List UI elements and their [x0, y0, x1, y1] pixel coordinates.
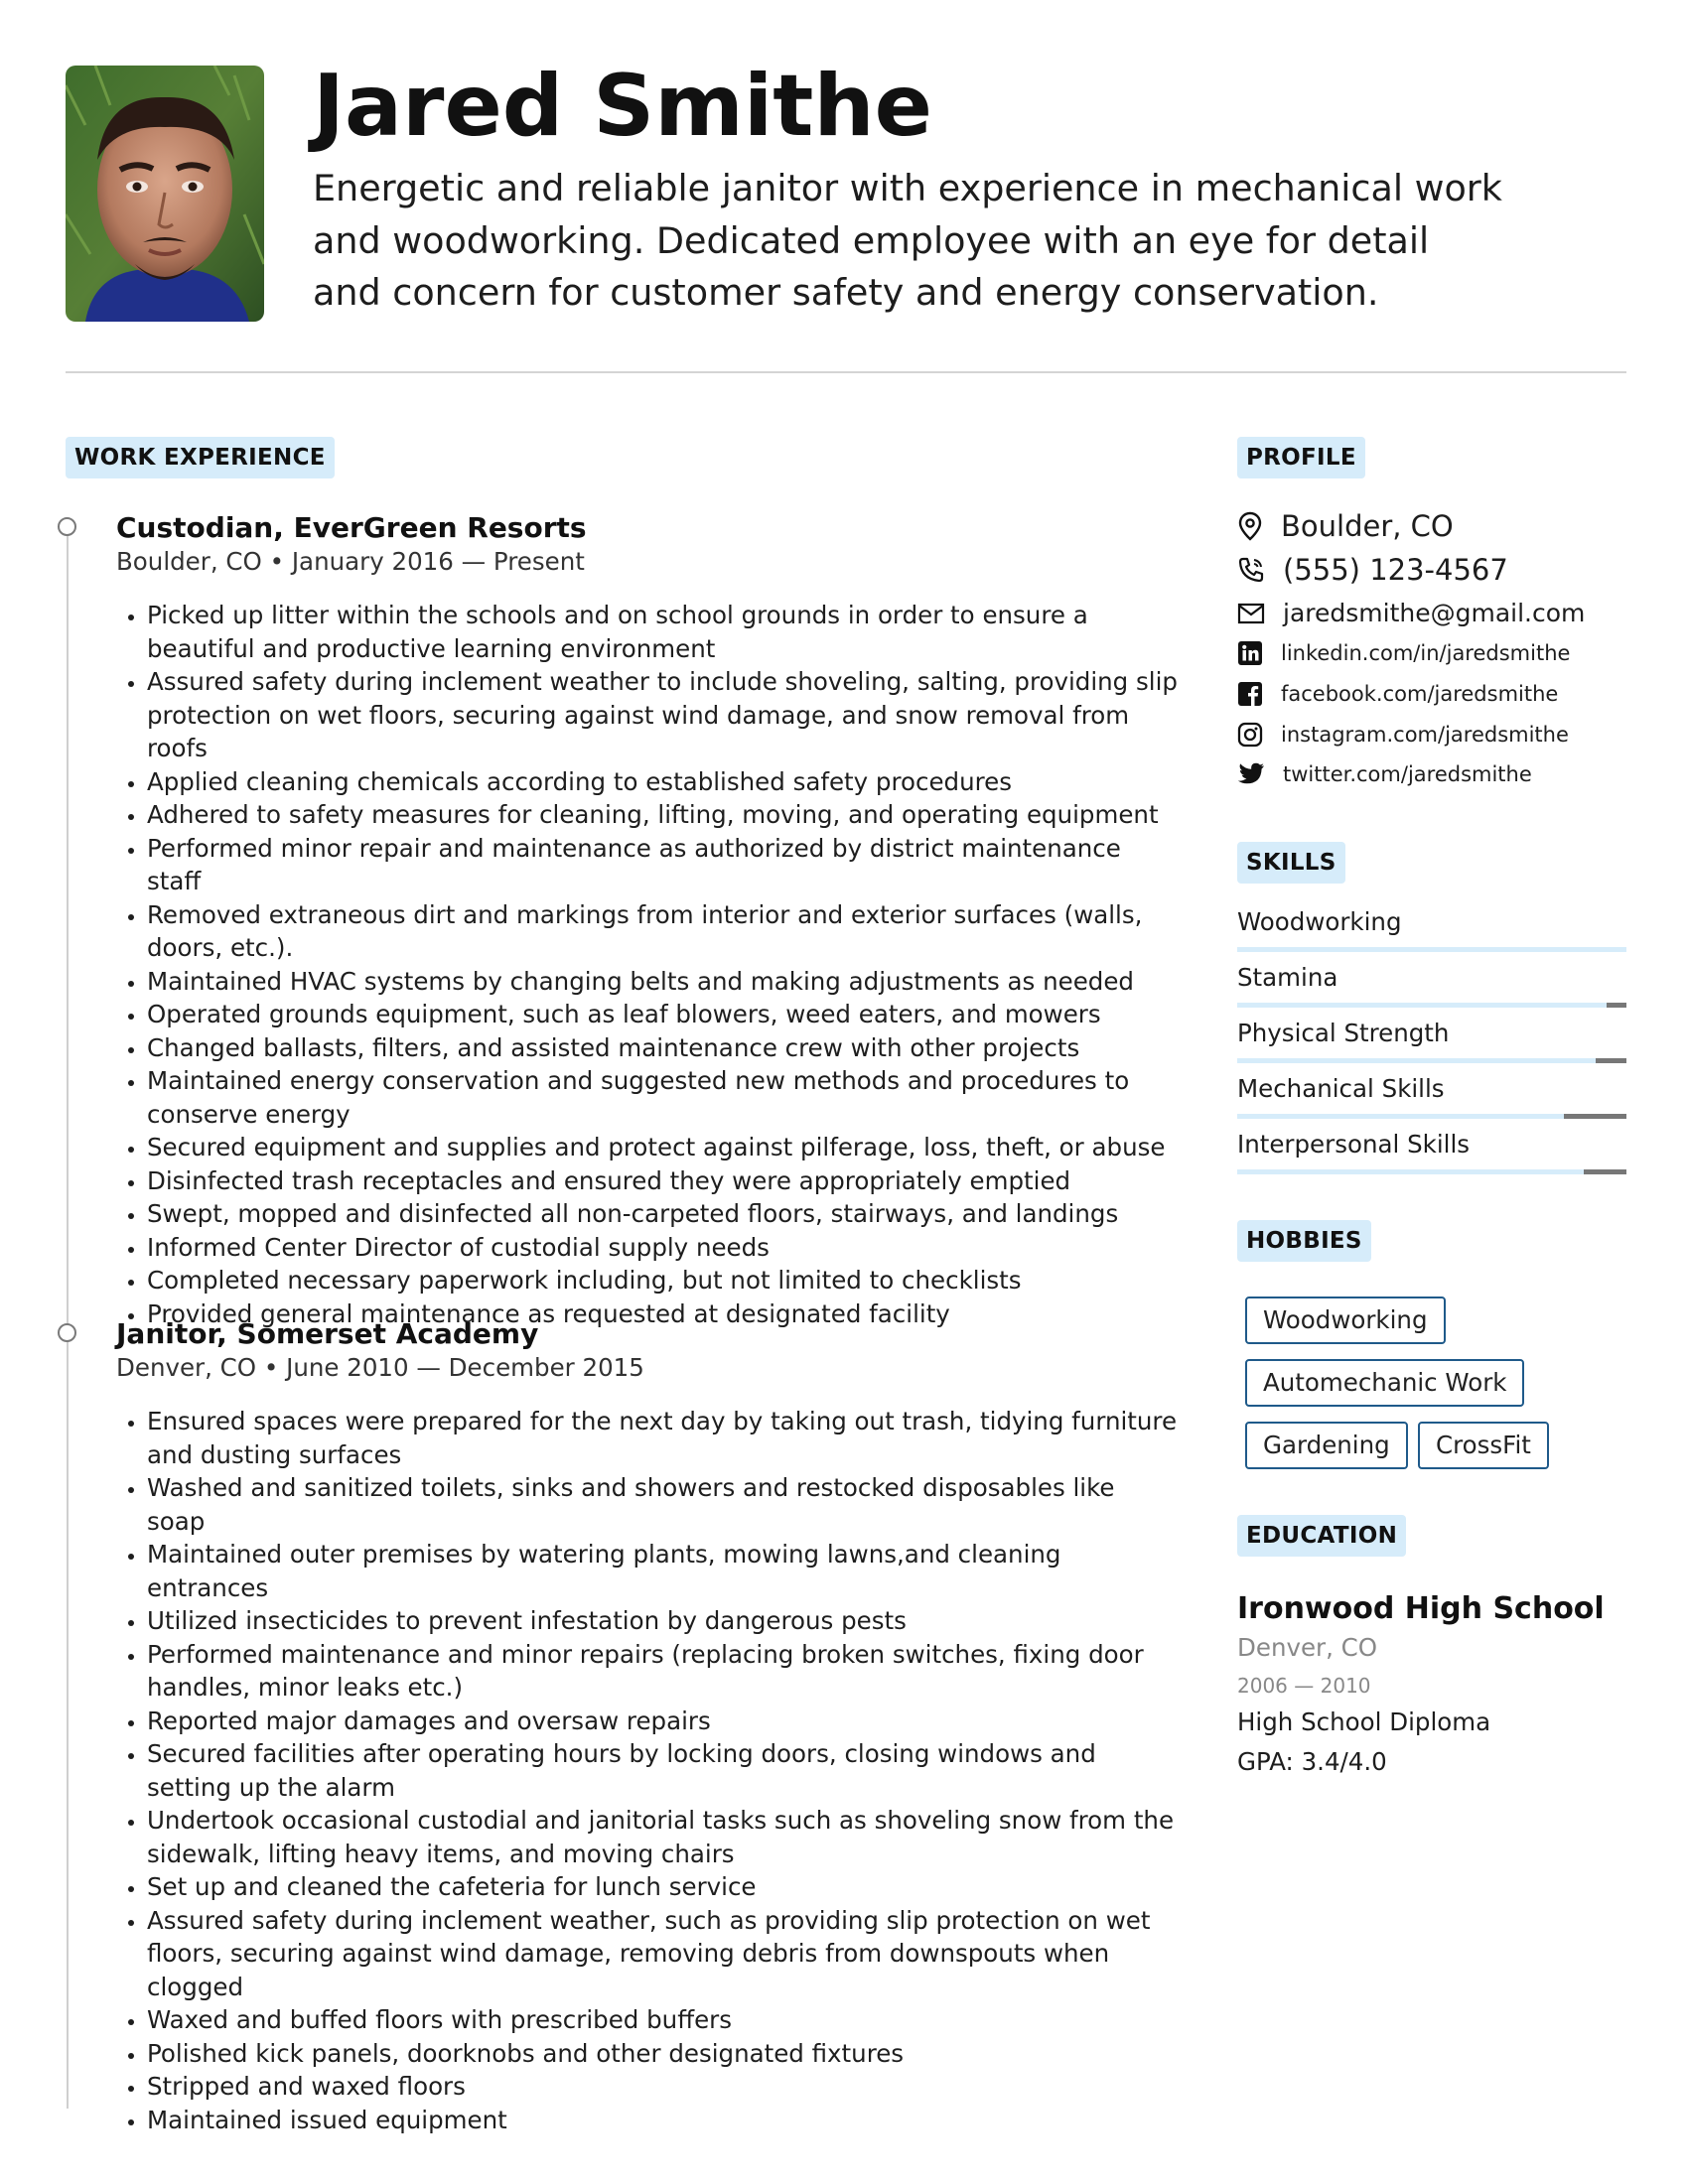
- twitter-icon: [1237, 762, 1265, 786]
- list-item: • Undertook occasional custodial and janitorial tasks such as shoveling snow from the sidewalk, lifting heavy items, and moving chairs: [147, 1804, 1180, 1870]
- contact-facebook: [1237, 681, 1558, 707]
- skill-item: [1237, 907, 1626, 936]
- list-item: • Changed ballasts, filters, and assisted maintenance crew with other projects: [147, 1031, 1180, 1065]
- skill-item: [1237, 1019, 1626, 1047]
- contact-linkedin: [1237, 640, 1570, 666]
- list-item: • Assured safety during inclement weather, such as providing slip protection on wet floors, securing against wind damage, removing debris from downspouts when clogged: [147, 1904, 1180, 2004]
- skill-label: Physical Strength: [1237, 1019, 1450, 1047]
- list-item: • Operated grounds equipment, such as leaf blowers, weed eaters, and mowers: [147, 998, 1180, 1031]
- skill-item: [1237, 1074, 1626, 1103]
- list-item: • Applied cleaning chemicals according to established safety procedures: [147, 765, 1180, 799]
- list-item: • Washed and sanitized toilets, sinks and showers and restocked disposables like soap: [147, 1471, 1180, 1538]
- list-item: • Waxed and buffed floors with prescribed buffers: [147, 2003, 1180, 2037]
- list-item: • Adhered to safety measures for cleaning, lifting, moving, and operating equipment: [147, 798, 1180, 832]
- list-item: • Removed extraneous dirt and markings from interior and exterior surfaces (walls, doors, etc.).: [147, 898, 1180, 965]
- map-pin-icon: [1237, 511, 1263, 541]
- linkedin-link[interactable]: linkedin.com/in/jaredsmithe: [1281, 641, 1571, 665]
- header-divider: [66, 371, 1626, 373]
- school-years: 2006 — 2010: [1237, 1674, 1371, 1698]
- list-item: • Maintained HVAC systems by changing belts and making adjustments as needed: [147, 965, 1180, 999]
- candidate-name: Jared Smithe: [313, 57, 932, 156]
- hobby-tag: Automechanic Work: [1245, 1359, 1524, 1407]
- work-experience-heading: WORK EXPERIENCE: [66, 437, 335, 478]
- skill-level-bar: [1237, 1003, 1626, 1008]
- list-item: • Performed minor repair and maintenance as authorized by district maintenance staff: [147, 832, 1180, 898]
- mail-icon: [1237, 603, 1265, 624]
- list-item: • Set up and cleaned the cafeteria for lunch service: [147, 1870, 1180, 1904]
- list-item: • Provided general maintenance as requested at designated facility: [147, 1297, 1180, 1331]
- skill-level-bar: [1237, 947, 1626, 952]
- list-item: • Maintained outer premises by watering plants, mowing lawns,and cleaning entrances: [147, 1538, 1180, 1604]
- hobbies-heading: HOBBIES: [1237, 1220, 1371, 1262]
- hobby-tag: CrossFit: [1418, 1422, 1549, 1469]
- skill-level-remainder: [1584, 1169, 1626, 1174]
- list-item: • Reported major damages and oversaw repairs: [147, 1705, 1180, 1738]
- school-location: Denver, CO: [1237, 1633, 1378, 1662]
- list-item: • Disinfected trash receptacles and ensured they were appropriately emptied: [147, 1164, 1180, 1198]
- list-item: • Completed necessary paperwork including, but not limited to checklists: [147, 1264, 1180, 1297]
- profile-photo: [66, 66, 264, 322]
- list-item: • Maintained issued equipment: [147, 2104, 1180, 2137]
- email-link[interactable]: jaredsmithe@gmail.com: [1283, 599, 1586, 627]
- list-item: • Assured safety during inclement weather to include shoveling, salting, providing slip protection on wet floors, securing against wind damage, and snow removal from roofs: [147, 665, 1180, 765]
- job-meta: Denver, CO • June 2010 — December 2015: [116, 1353, 644, 1382]
- linkedin-icon: [1237, 640, 1263, 666]
- contact-instagram: [1237, 722, 1569, 748]
- education-heading: EDUCATION: [1237, 1515, 1406, 1557]
- list-item: • Stripped and waxed floors: [147, 2070, 1180, 2104]
- skill-label: Woodworking: [1237, 907, 1402, 936]
- list-item: • Picked up litter within the schools and on school grounds in order to ensure a beautiful and productive learning environment: [147, 599, 1180, 665]
- contact-email: [1237, 599, 1585, 627]
- skill-level-remainder: [1596, 1058, 1626, 1063]
- instagram-link[interactable]: instagram.com/jaredsmithe: [1281, 723, 1569, 747]
- timeline-dot: [58, 1323, 76, 1342]
- skill-level-bar: [1237, 1114, 1626, 1119]
- school-name: Ironwood High School: [1237, 1591, 1605, 1626]
- phone-text[interactable]: (555) 123-4567: [1283, 553, 1508, 587]
- list-item: • Utilized insecticides to prevent infestation by dangerous pests: [147, 1604, 1180, 1638]
- location-text: Boulder, CO: [1281, 509, 1454, 543]
- summary-text: Energetic and reliable janitor with experience in mechanical work and woodworking. Dedicated employee with an eye for detail and concern for customer safety and energy conservation.: [313, 167, 1502, 314]
- job-meta: Boulder, CO • January 2016 — Present: [116, 547, 585, 576]
- hobby-tag: Woodworking: [1245, 1297, 1446, 1344]
- skill-level-bar: [1237, 1058, 1626, 1063]
- job-title: Janitor, Somerset Academy: [116, 1317, 539, 1350]
- profile-heading: PROFILE: [1237, 437, 1365, 478]
- job-title: Custodian, EverGreen Resorts: [116, 511, 587, 544]
- job-bullet-list: [115, 1405, 1180, 2136]
- list-item: • Maintained energy conservation and suggested new methods and procedures to conserve energy: [147, 1064, 1180, 1131]
- skill-label: Mechanical Skills: [1237, 1074, 1445, 1103]
- skill-item: [1237, 1130, 1626, 1159]
- hobby-tag: Gardening: [1245, 1422, 1408, 1469]
- gpa: GPA: 3.4/4.0: [1237, 1747, 1387, 1776]
- twitter-link[interactable]: twitter.com/jaredsmithe: [1283, 762, 1532, 786]
- list-item: • Ensured spaces were prepared for the next day by taking out trash, tidying furniture and dusting surfaces: [147, 1405, 1180, 1471]
- contact-twitter: [1237, 762, 1532, 786]
- degree: High School Diploma: [1237, 1707, 1491, 1736]
- list-item: • Performed maintenance and minor repairs (replacing broken switches, fixing door handles, minor leaks etc.): [147, 1638, 1180, 1705]
- contact-phone: [1237, 553, 1508, 587]
- list-item: • Informed Center Director of custodial supply needs: [147, 1231, 1180, 1265]
- skills-heading: SKILLS: [1237, 842, 1345, 884]
- skill-level-remainder: [1607, 1003, 1626, 1008]
- skill-item: [1237, 963, 1626, 992]
- contact-location: [1237, 509, 1454, 543]
- skill-level-bar: [1237, 1169, 1626, 1174]
- job-bullet-list: [115, 599, 1180, 1330]
- facebook-icon: [1237, 681, 1263, 707]
- phone-icon: [1237, 556, 1265, 584]
- skill-label: Stamina: [1237, 963, 1338, 992]
- timeline-line: [67, 526, 69, 2109]
- list-item: • Secured equipment and supplies and protect against pilferage, loss, theft, or abuse: [147, 1131, 1180, 1164]
- facebook-link[interactable]: facebook.com/jaredsmithe: [1281, 682, 1559, 706]
- list-item: • Swept, mopped and disinfected all non-carpeted floors, stairways, and landings: [147, 1197, 1180, 1231]
- timeline-dot: [58, 517, 76, 536]
- skill-level-remainder: [1564, 1114, 1626, 1119]
- instagram-icon: [1237, 722, 1263, 748]
- list-item: • Secured facilities after operating hours by locking doors, closing windows and setting up the alarm: [147, 1737, 1180, 1804]
- skill-label: Interpersonal Skills: [1237, 1130, 1471, 1159]
- list-item: • Polished kick panels, doorknobs and other designated fixtures: [147, 2037, 1180, 2071]
